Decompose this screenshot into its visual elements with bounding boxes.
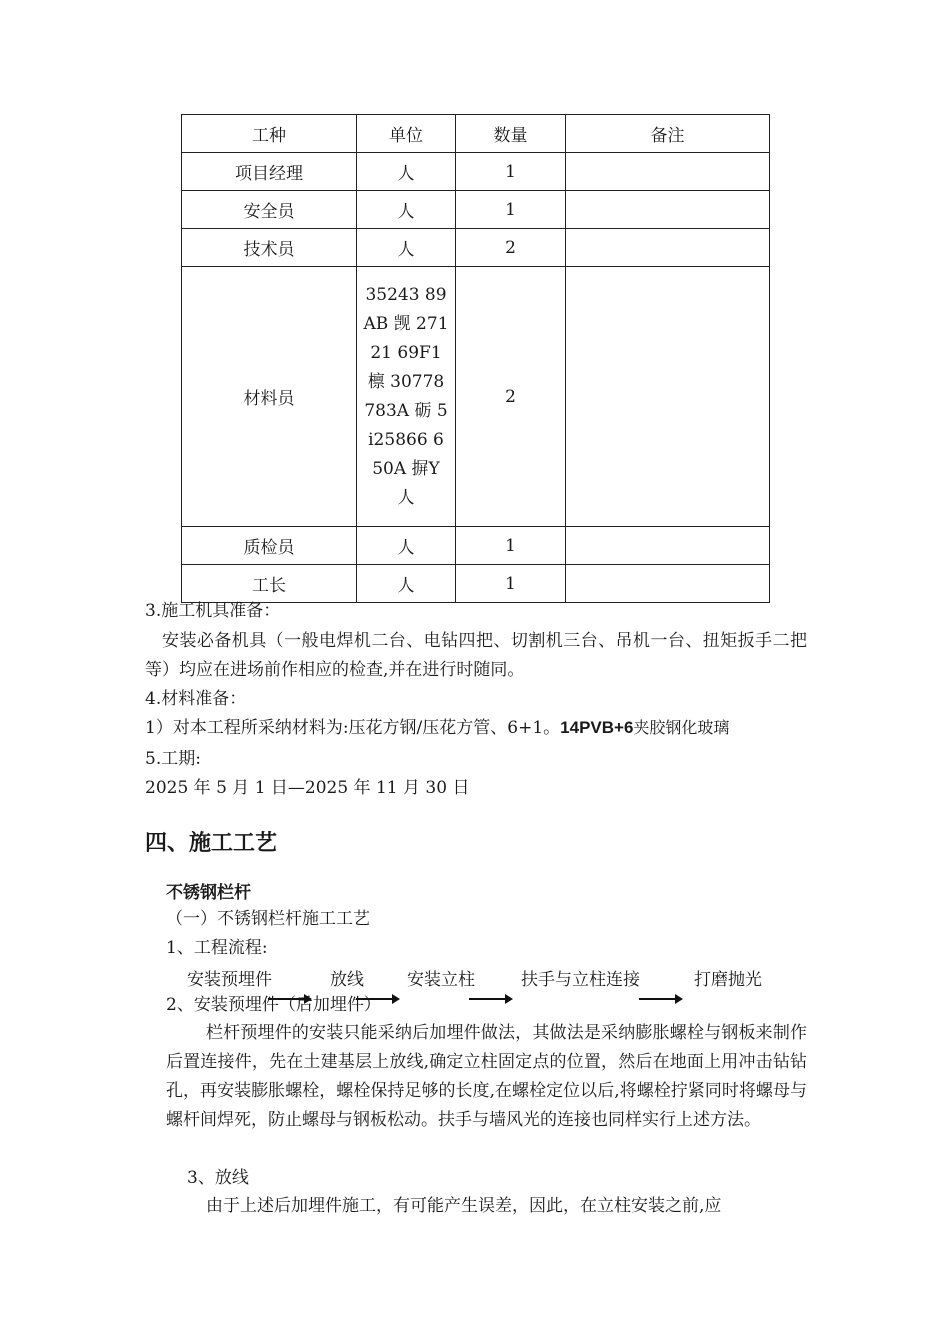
table-row bbox=[182, 153, 770, 191]
section-3-title: 3.施工机具准备： bbox=[145, 601, 281, 621]
cell-role: 质检员 bbox=[182, 527, 357, 565]
header-unit: 单位 bbox=[357, 115, 456, 153]
staff-table-wrap bbox=[181, 114, 770, 603]
section-4-body bbox=[145, 716, 729, 740]
cell-unit bbox=[357, 267, 456, 527]
cell-note bbox=[566, 267, 770, 527]
section-3-body: 安装必备机具（一般电焊机二台、电钻四把、切割机三台、吊机一台、扭矩扳手二把等）均应在进场前作相应的检查,并在进行时随同。 bbox=[145, 631, 807, 680]
flow-arrow-icon bbox=[639, 998, 681, 1000]
flow-arrow-icon bbox=[469, 998, 511, 1000]
cell-qty: 1 bbox=[456, 565, 566, 603]
chapter-subtitle: 不锈钢栏杆 bbox=[166, 883, 251, 903]
table-row bbox=[182, 191, 770, 229]
header-note: 备注 bbox=[566, 115, 770, 153]
cell-unit: 人 bbox=[357, 153, 456, 191]
cell-note bbox=[566, 565, 770, 603]
chapter-title: 四、施工工艺 bbox=[145, 831, 278, 856]
table-row bbox=[182, 565, 770, 603]
section-5-title: 5.工期: bbox=[145, 749, 201, 769]
cell-note bbox=[566, 153, 770, 191]
cell-role: 技术员 bbox=[182, 229, 357, 267]
flow-title: 1、工程流程: bbox=[166, 938, 268, 958]
flow-step-3: 安装立柱 bbox=[407, 970, 475, 990]
part-1-title: （一）不锈钢栏杆施工工艺 bbox=[166, 909, 370, 929]
cell-qty: 1 bbox=[456, 191, 566, 229]
table-row bbox=[182, 229, 770, 267]
section-4-body-c: 夹胶钢化玻璃 bbox=[633, 718, 730, 737]
header-qty: 数量 bbox=[456, 115, 566, 153]
step-3-body: 由于上述后加埋件施工，有可能产生误差，因此，在立柱安装之前,应 bbox=[206, 1196, 722, 1216]
header-role: 工种 bbox=[182, 115, 357, 153]
section-4-body-b: 14PVB+6 bbox=[560, 718, 634, 737]
cell-qty: 2 bbox=[456, 229, 566, 267]
cell-qty: 1 bbox=[456, 153, 566, 191]
cell-unit: 人 bbox=[357, 229, 456, 267]
cell-note bbox=[566, 191, 770, 229]
section-4-body-a: 1）对本工程所采纳材料为:压花方钢/压花方管、6+1。 bbox=[145, 718, 561, 738]
flow-step-5: 打磨抛光 bbox=[694, 970, 762, 990]
cell-role: 材料员 bbox=[182, 267, 357, 527]
cell-role: 安全员 bbox=[182, 191, 357, 229]
cell-note bbox=[566, 229, 770, 267]
cell-role: 项目经理 bbox=[182, 153, 357, 191]
cell-unit: 人 bbox=[357, 191, 456, 229]
cell-qty: 2 bbox=[456, 267, 566, 527]
section-4-title: 4.材料准备： bbox=[145, 689, 247, 709]
staff-table bbox=[181, 114, 770, 603]
step-2-title: 2、安装预埋件（后加埋件） bbox=[166, 995, 381, 1015]
cell-unit-text: 35243 89AB 觊 27121 69F1 檩 30778 783A 砺 5i25866 650A 摒Y 人 bbox=[363, 284, 449, 508]
flow-step-4: 扶手与立柱连接 bbox=[521, 970, 640, 990]
flow-step-1: 安装预埋件 bbox=[187, 970, 272, 990]
step-2-body: 栏杆预埋件的安装只能采纳后加埋件做法，其做法是采纳膨胀螺栓与钢板来制作后置连接件，先在土建基层上放线,确定立柱固定点的位置，然后在地面上用冲击钻钻孔，再安装膨胀螺栓，螺栓保持足够的长度,在螺栓定位以后,将螺栓拧紧同时将螺母与螺杆间焊死，防止螺母与钢板松动。扶手与墙风光的连接也同样实行上述方法。 bbox=[166, 1023, 807, 1130]
table-row bbox=[182, 267, 770, 527]
section-5-body: 2025 年 5 月 1 日—2025 年 11 月 30 日 bbox=[145, 778, 470, 798]
step-3-title: 3、放线 bbox=[187, 1168, 249, 1188]
cell-unit: 人 bbox=[357, 565, 456, 603]
flow-step-2: 放线 bbox=[330, 970, 364, 990]
cell-note bbox=[566, 527, 770, 565]
table-row bbox=[182, 527, 770, 565]
table-header-row bbox=[182, 115, 770, 153]
cell-role: 工长 bbox=[182, 565, 357, 603]
cell-qty: 1 bbox=[456, 527, 566, 565]
cell-unit: 人 bbox=[357, 527, 456, 565]
